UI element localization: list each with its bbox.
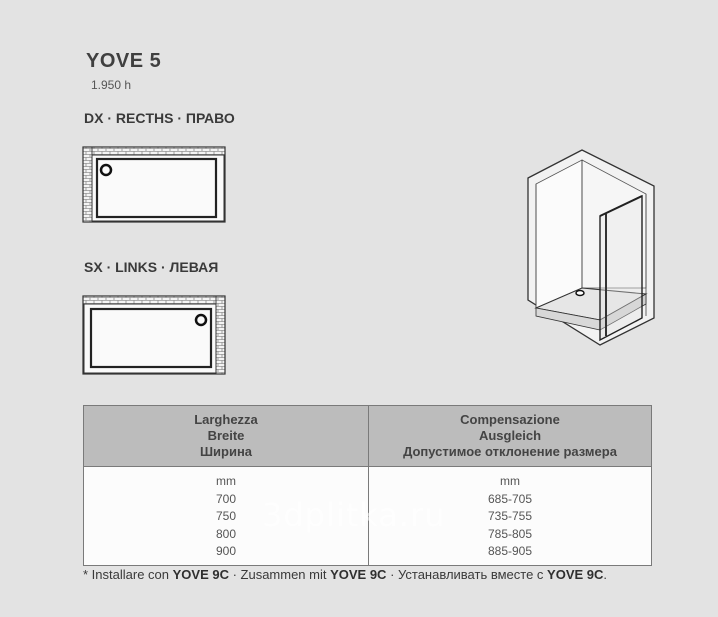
product-ref: YOVE 9C [172, 567, 229, 582]
table-row [84, 467, 652, 491]
watermark: 3dplitka.ru [262, 496, 446, 534]
width-cell: 800 [84, 526, 369, 544]
sx-variant-label: SX · LINKS · ЛЕВАЯ [84, 259, 219, 275]
shower-tray-sx-icon [82, 294, 226, 376]
product-height: 1.950 h [91, 78, 132, 92]
table-row [84, 543, 652, 565]
shower-cabin-3d-icon [524, 148, 660, 346]
width-cell: 900 [84, 543, 369, 565]
shower-tray-dx-icon [82, 145, 226, 225]
width-cell: 750 [84, 508, 369, 526]
range-cell: 735-755 [369, 508, 652, 526]
product-title: YOVE 5 [86, 50, 162, 72]
size-table [83, 405, 652, 566]
range-cell: 685-705 [369, 491, 652, 509]
compensation-column-header: Compensazione Ausgleich Допустимое отклонение размера [369, 406, 652, 467]
product-ref: YOVE 9C [547, 567, 604, 582]
unit-cell: mm [84, 467, 369, 491]
unit-cell: mm [369, 467, 652, 491]
range-cell: 785-805 [369, 526, 652, 544]
range-cell: 885-905 [369, 543, 652, 565]
installation-footnote: * Installare con YOVE 9C · Zusammen mit YOVE 9C · Устанавливать вместе с YOVE 9C. [83, 567, 608, 582]
product-ref: YOVE 9C [330, 567, 387, 582]
width-cell: 700 [84, 491, 369, 509]
dx-variant-label: DX · RECTHS · ПРАВО [84, 110, 235, 126]
width-column-header: Larghezza Breite Ширина [84, 406, 369, 467]
